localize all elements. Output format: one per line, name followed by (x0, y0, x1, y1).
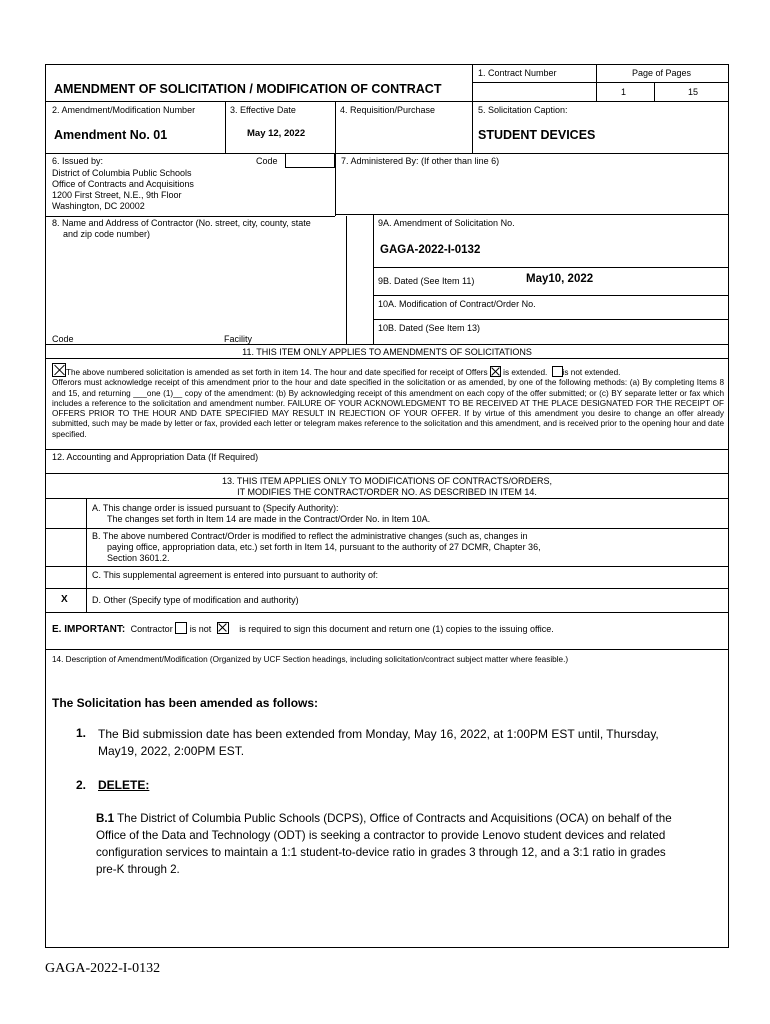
item-13b-text-cont: Section 3601.2. (107, 553, 170, 563)
amendment-number-label: 2. Amendment/Modification Number (52, 105, 196, 115)
rule (45, 588, 729, 589)
rule (335, 101, 336, 216)
address-line: Washington, DC 20002 (52, 201, 145, 211)
b1-line: Office of the Data and Technology (ODT) is seeking a contractor to provide Lenovo student devices and related (96, 829, 666, 842)
b1-line: configuration services to maintain a 1:1 student-to-device ratio in grades 3 through 12, and a 3:1 ratio in grades (96, 846, 666, 859)
rule (45, 649, 729, 650)
amendment-number-value: Amendment No. 01 (54, 128, 168, 142)
total-pages: 15 (688, 87, 699, 97)
item-13d-mark[interactable]: X (61, 594, 68, 605)
item-11-text: The above numbered solicitation is amended as set forth in item 14. The hour and date specified for receipt of Offers (66, 368, 488, 377)
item-10a-label: 10A. Modification of Contract/Order No. (378, 299, 536, 309)
administered-by-label: 7. Administered By: (If other than line 6) (341, 156, 500, 166)
rule (45, 528, 729, 529)
rule (373, 319, 729, 320)
item-13-header: 13. THIS ITEM APPLIES ONLY TO MODIFICATIONS OF CONTRACTS/ORDERS, (221, 476, 553, 486)
item-11-body: Offerors must acknowledge receipt of this amendment prior to the hour and date specified in the solicitation or as amended, by one of the following methods: (a) By completing Items 8 and 15, and returning ___one (1)__ copy of the amendment: (b) By acknowledging receipt of this amendment on each copy of the offer submitted; or (c) BY separate letter or fax which includes a reference to the solicitation and amendment number. FAILURE OF YOUR ACKNOWLEDGMENT TO BE RECEIVED AT THE PLACE DESIGNATED FOR THE RECEIPT OF OFFERS PRIOR TO THE HOUR AND DATE SPECIFIED MAY RESULT IN REJECTION OF YOUR OFFER. If by virtue of this amendment you desire to change an offer already submitted, such may be made by letter or fax, provided each letter or telegram makes reference to the solicitation and this amendment, and is received prior to the opening hour and date specified. (52, 378, 724, 439)
code-label: Code (52, 334, 74, 344)
page-of-pages-label: Page of Pages (632, 68, 692, 78)
solicitation-caption-value: STUDENT DEVICES (478, 128, 596, 142)
extended-checkbox[interactable] (490, 366, 501, 377)
delete-label: DELETE: (98, 778, 150, 792)
rule (45, 344, 729, 345)
rule (45, 498, 729, 499)
rule (45, 473, 729, 474)
rule (45, 566, 729, 567)
rule (472, 64, 473, 153)
item-9b-label: 9B. Dated (See Item 11) (378, 276, 475, 286)
amendment-heading: The Solicitation has been amended as follows: (52, 696, 319, 710)
item-13b-text: B. The above numbered Contract/Order is modified to reflect the administrative changes (such as, changes in (92, 531, 528, 541)
rule (86, 498, 87, 612)
list-item-1-line: May19, 2022, 2:00PM EST. (98, 744, 245, 758)
item-11-block (52, 363, 724, 440)
rule (45, 449, 729, 450)
rule (45, 216, 335, 217)
rule (45, 153, 729, 154)
rule (225, 101, 226, 153)
rule (373, 295, 729, 296)
rule (373, 267, 729, 268)
issued-by-code-label: Code (256, 156, 278, 166)
contractor-label: 8. Name and Address of Contractor (No. street, city, county, state (52, 218, 311, 228)
b1-line: pre-K through 2. (96, 863, 180, 876)
b1-label: B.1 (96, 812, 115, 825)
rule (45, 612, 729, 613)
issued-by-label: 6. Issued by: (52, 156, 104, 166)
item-9a-value: GAGA-2022-I-0132 (380, 244, 481, 256)
effective-date-value: May 12, 2022 (247, 128, 306, 139)
extended-label: is extended. (503, 368, 548, 377)
item-11-line-1 (52, 363, 724, 378)
rule (45, 358, 729, 359)
important-contractor: Contractor (130, 624, 173, 634)
amend-solicitation-checkbox[interactable] (52, 363, 66, 377)
item-12-label: 12. Accounting and Appropriation Data (If Required) (52, 452, 259, 462)
item-10b-label: 10B. Dated (See Item 13) (378, 323, 481, 333)
b1-text: The District of Columbia Public Schools (DCPS), Office of Contracts and Acquisitions (OCA) on behalf of the (117, 812, 672, 825)
rule (596, 64, 597, 101)
form-title: AMENDMENT OF SOLICITATION / MODIFICATION OF CONTRACT (54, 82, 442, 96)
item-13-header-cont: IT MODIFIES THE CONTRACT/ORDER NO. AS DESCRIBED IN ITEM 14. (237, 487, 537, 497)
contractor-label-cont: and zip code number) (63, 229, 151, 239)
rule (373, 214, 374, 344)
issued-by-code-box[interactable] (285, 153, 335, 168)
rule (654, 82, 655, 101)
item-13c-text: C. This supplemental agreement is entered into pursuant to authority of: (92, 570, 378, 580)
not-extended-label: is not extended. (562, 368, 621, 377)
address-line: 1200 First Street, N.E., 9th Floor (52, 190, 182, 200)
item-14-label: 14. Description of Amendment/Modification (Organized by UCF Section headings, including solicitation/contract subject matter where feasible.) (52, 655, 569, 664)
important-row (52, 622, 554, 635)
item-13a-text-cont: The changes set forth in Item 14 are made in the Contract/Order No. in Item 10A. (107, 514, 431, 524)
rule (346, 216, 347, 344)
list-item-1-text (98, 726, 659, 760)
address-line: District of Columbia Public Schools (52, 168, 192, 178)
item-13a-text: A. This change order is issued pursuant to (Specify Authority): (92, 503, 339, 513)
important-label: E. IMPORTANT: (52, 624, 126, 635)
list-item-2-number: 2. (76, 778, 87, 792)
page-number: 1 (621, 87, 627, 97)
item-13b-text-cont: paying office, appropriation data, etc.) set forth in Item 14, pursuant to the authority of 27 DCMR, Chapter 36, (107, 542, 541, 552)
solicitation-caption-label: 5. Solicitation Caption: (478, 105, 568, 115)
address-line: Office of Contracts and Acquisitions (52, 179, 194, 189)
item-11-header: 11. THIS ITEM ONLY APPLIES TO AMENDMENTS OF SOLICITATIONS (242, 347, 532, 357)
contract-number-label: 1. Contract Number (478, 68, 557, 78)
requisition-label: 4. Requisition/Purchase (340, 105, 436, 115)
item-9a-label: 9A. Amendment of Solicitation No. (378, 218, 515, 228)
b1-line (96, 810, 672, 827)
footer-solicitation-number: GAGA-2022-I-0132 (45, 961, 161, 976)
rule (335, 214, 729, 215)
rule (45, 101, 729, 102)
item-9b-value: May10, 2022 (526, 273, 594, 285)
list-item-1-line: The Bid submission date has been extended from Monday, May 16, 2022, at 1:00PM EST until, Thursday, (98, 727, 659, 741)
b1-paragraph (96, 810, 672, 878)
rule (472, 82, 729, 83)
important-is-not: is not (189, 624, 212, 634)
important-rest: is required to sign this document and return one (1) copies to the issuing office. (239, 624, 554, 634)
effective-date-label: 3. Effective Date (230, 105, 296, 115)
facility-label: Facility (224, 334, 253, 344)
item-13d-text: D. Other (Specify type of modification and authority) (92, 595, 299, 605)
list-item-1-number: 1. (76, 726, 87, 740)
is-checkbox[interactable] (175, 622, 187, 634)
is-not-checkbox[interactable] (217, 622, 229, 634)
not-extended-checkbox[interactable] (552, 366, 563, 377)
issued-by-address (52, 168, 194, 212)
